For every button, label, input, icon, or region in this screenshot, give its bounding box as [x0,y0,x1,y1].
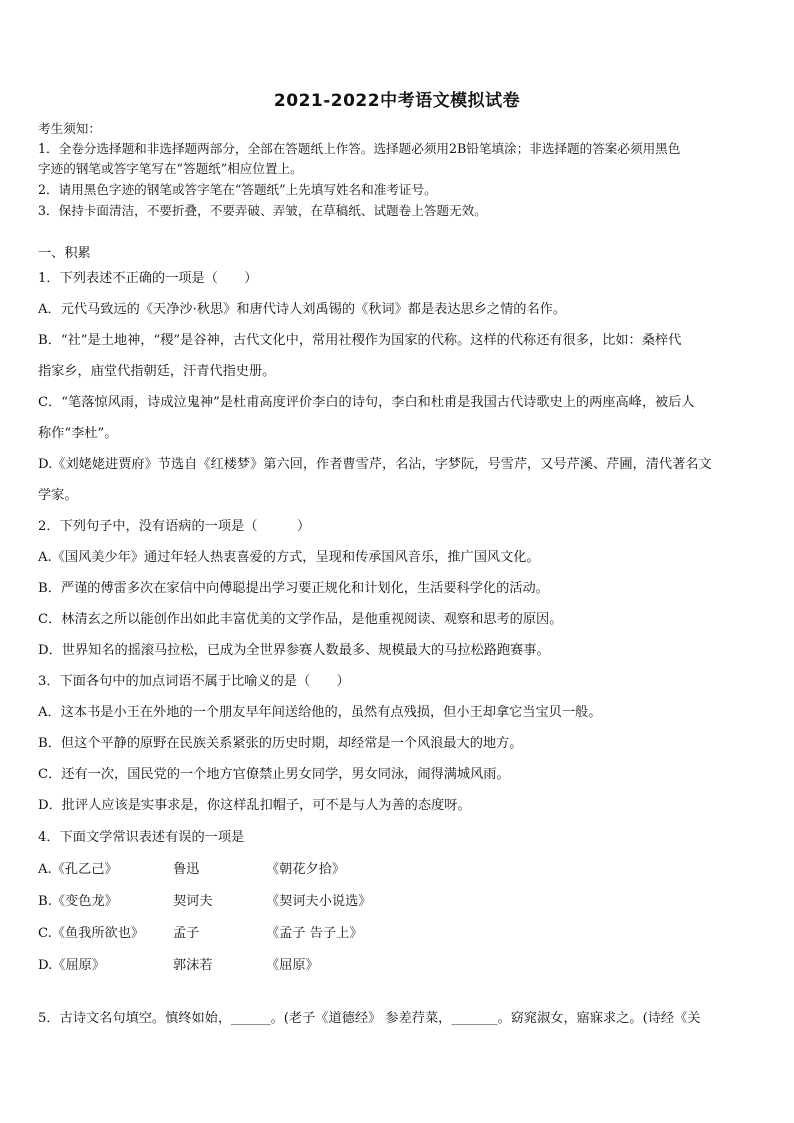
notice-item: 3．保持卡面清洁，不要折叠，不要弄破、弄皱，在草稿纸、试题卷上答题无效。 [38,203,487,218]
question-3-option-b: B．但这个平静的原野在民族关系紧张的历史时期，却经常是一个风浪最大的地方。 [38,736,523,751]
question-1-option-d-cont: 学家。 [38,488,78,503]
question-2-option-c: C．林清玄之所以能创作出如此丰富优美的文学作品，是他重视阅读、观察和思考的原因。 [38,612,563,627]
question-2-option-a: A.《国风美少年》通过年轻人热衷喜爱的方式，呈现和传承国风音乐，推广国风文化。 [38,550,540,565]
row-work: B.《变色龙》 [38,894,118,909]
question-1-option-c: C．“笔落惊风雨，诗成泣鬼神”是杜甫高度评价李白的诗句，李白和杜甫是我国古代诗歌史上的两座高峰，被后人 [38,395,695,410]
row-work: A.《孔乙己》 [38,862,118,877]
row-source: 《朝花夕拾》 [266,862,346,877]
notice-item: 2．请用黑色字迹的钢笔或答字笔在“答题纸”上先填写姓名和准考证号。 [38,182,437,197]
page-title: 2021-2022中考语文模拟试卷 [273,91,521,111]
question-3-option-a: A．这本书是小王在外地的一个朋友早年间送给他的，虽然有点残损，但小王却拿它当宝贝一般。 [38,705,602,720]
question-3-option-d: D．批评人应该是实事求是，你这样乱扣帽子，可不是与人为善的态度呀。 [38,798,471,813]
question-3-option-c: C．还有一次，国民党的一个地方官僚禁止男女同学，男女同泳，闹得满城风雨。 [38,767,510,782]
question-5-stem: 5．古诗文名句填空。慎终如始，______。(老子《道德经》 参差荇菜，_______。窈窕淑女，寤寐求之。(诗经《关 [38,1011,701,1026]
question-3-stem: 3．下面各句中的加点词语不属于比喻义的是（ ） [38,674,350,689]
row-author: 孟子 [173,926,200,941]
question-2-stem: 2．下列句子中，没有语病的一项是（ ） [38,519,311,534]
question-4-stem: 4．下面文学常识表述有误的一项是 [38,830,245,845]
question-1-option-c-cont: 称作“李杜”。 [38,426,118,441]
notice-item: 字迹的钢笔或答字笔写在“答题纸”相应位置上。 [38,161,303,176]
question-1-option-a: A．元代马致远的《天净沙·秋思》和唐代诗人刘禹锡的《秋词》都是表达思乡之情的名作。 [38,302,567,317]
question-1-option-d: D.《刘姥姥进贾府》节选自《红楼梦》第六回，作者曹雪芹，名沾，字梦阮，号雪芹，又号芹溪、芹圃，清代著名文 [38,457,712,472]
row-work: D.《屈原》 [38,958,106,973]
question-2-option-d: D．世界知名的摇滚马拉松，已成为全世界参赛人数最多、规模最大的马拉松路跑赛事。 [38,643,550,658]
question-1-option-b: B．“社”是土地神，“稷”是谷神，古代文化中，常用社稷作为国家的代称。这样的代称还有很多，比如：桑梓代 [38,333,682,348]
section-heading: 一、积累 [38,246,91,261]
row-author: 鲁迅 [173,862,200,877]
question-1-stem: 1．下列表述不正确的一项是（ ） [38,271,258,286]
row-author: 契诃夫 [173,894,213,909]
row-work: C.《鱼我所欲也》 [38,926,145,941]
row-source: 《屈原》 [266,958,319,973]
notice-item: 1．全卷分选择题和非选择题两部分，全部在答题纸上作答。选择题必须用2B铅笔填涂；非选择题的答案必须用黑色 [38,141,681,156]
question-1-option-b-cont: 指家乡，庙堂代指朝廷，汗青代指史册。 [38,364,276,379]
notice-heading: 考生须知： [38,121,101,136]
question-2-option-b: B．严谨的傅雷多次在家信中向傅聪提出学习要正规化和计划化，生活要科学化的活动。 [38,581,549,596]
row-author: 郭沫若 [173,958,213,973]
row-source: 《孟子 告子上》 [266,926,363,941]
row-source: 《契诃夫小说选》 [266,894,372,909]
